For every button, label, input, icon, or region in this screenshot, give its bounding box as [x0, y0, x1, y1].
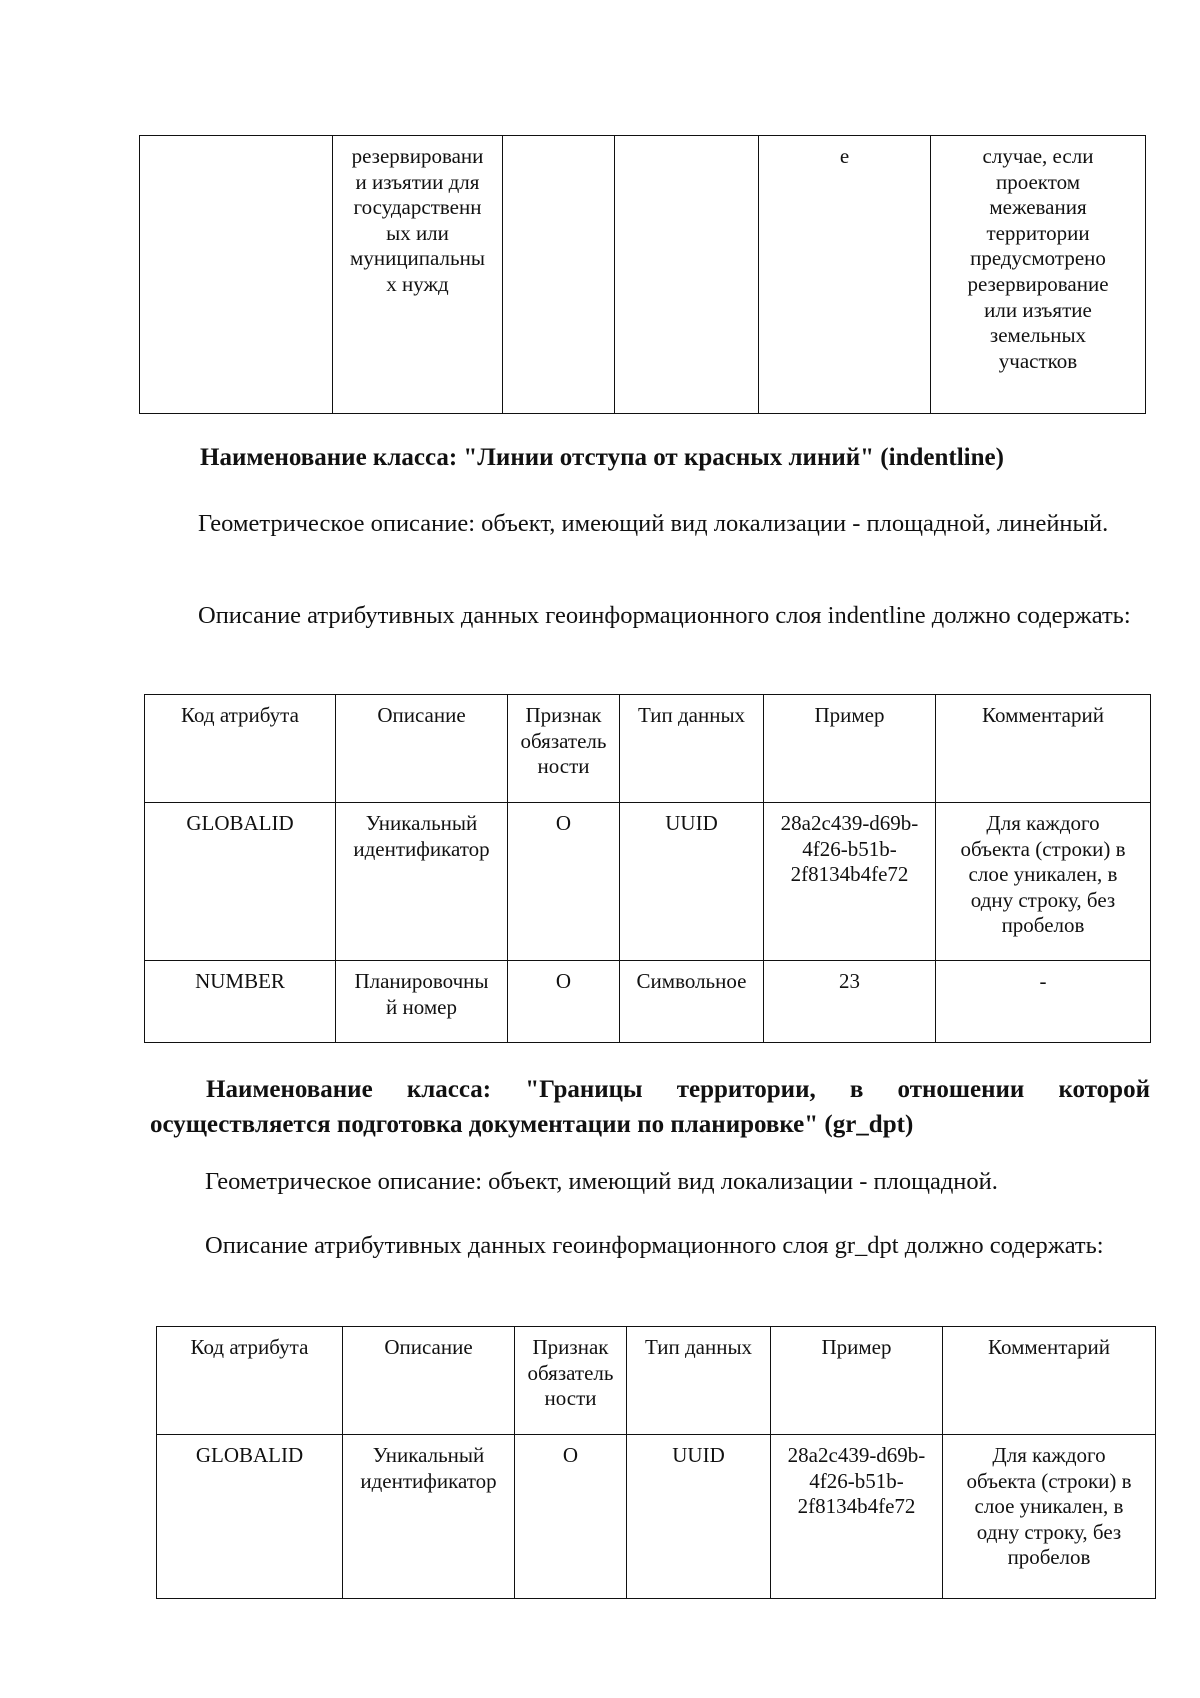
cell-line: проектом — [995, 169, 1081, 194]
cell-line: Код атрибута — [181, 703, 299, 727]
cell-line: территории — [986, 220, 1090, 245]
table-cell — [936, 961, 1151, 1043]
column-header — [627, 1327, 771, 1435]
cell-line: случае, если — [982, 144, 1094, 168]
table-cell — [336, 803, 508, 961]
cell-line: Код атрибута — [190, 1335, 309, 1359]
cell-line: Комментарий — [982, 703, 1104, 727]
cell-line: объекта (строки) в — [966, 1468, 1132, 1493]
cell-line: Уникальный — [372, 1443, 485, 1467]
cell-line: х нужд — [386, 272, 449, 297]
cell-line: Уникальный — [365, 811, 478, 835]
cell-line: и изъятии для — [355, 169, 480, 194]
continuation-table — [139, 135, 1146, 414]
cell-line: Для каждого — [986, 811, 1100, 835]
cell-line: участков — [998, 348, 1078, 373]
cell-line: О — [555, 811, 572, 835]
column-header — [508, 695, 620, 803]
table-cell — [936, 803, 1151, 961]
cell-line: й номер — [386, 994, 457, 1019]
table-cell — [508, 961, 620, 1043]
cell-line: Пример — [814, 703, 885, 727]
cell-line: 4f26-b51b- — [809, 1468, 904, 1493]
cell-line: GLOBALID — [186, 811, 294, 835]
column-header — [943, 1327, 1156, 1435]
cell-line: е — [839, 144, 850, 168]
cell-line: 28a2c439-d69b- — [780, 811, 919, 835]
table-cell — [336, 961, 508, 1043]
cell-line: - — [1039, 969, 1047, 993]
cell-line: Тип данных — [644, 1335, 753, 1359]
table-cell — [764, 803, 936, 961]
cell-line: одну строку, без — [970, 887, 1116, 912]
cell-line: обязатель — [520, 728, 607, 753]
table-cell — [764, 961, 936, 1043]
table-cell — [343, 1435, 515, 1599]
cell-line: Описание — [384, 1335, 473, 1359]
attributes-intro: Описание атрибутивных данных геоинформационного слоя gr_dpt должно содержать: — [205, 1232, 1104, 1259]
table-cell — [771, 1435, 943, 1599]
cell-line: ности — [537, 754, 590, 779]
cell-line: GLOBALID — [195, 1443, 304, 1467]
attributes-table-gr-dpt — [156, 1326, 1156, 1599]
geometry-description: Геометрическое описание: объект, имеющий вид локализации - площадной, линейный. — [198, 510, 1109, 537]
cell-line: обязатель — [527, 1360, 614, 1385]
table-cell — [931, 136, 1146, 414]
table-cell — [140, 136, 333, 414]
cell-line: государственн — [353, 195, 482, 220]
cell-line: Планировочны — [354, 969, 489, 993]
table-cell — [157, 1435, 343, 1599]
column-header — [515, 1327, 627, 1435]
column-header — [771, 1327, 943, 1435]
cell-line: 23 — [839, 969, 860, 993]
table-cell — [333, 136, 503, 414]
cell-line: NUMBER — [195, 969, 285, 993]
cell-line: муниципальны — [350, 246, 485, 271]
column-header — [764, 695, 936, 803]
cell-line: UUID — [672, 1443, 725, 1467]
table-row — [145, 803, 1151, 961]
column-header — [343, 1327, 515, 1435]
cell-line: земельных — [989, 323, 1087, 348]
cell-line: межевания — [989, 195, 1087, 220]
geometry-description: Геометрическое описание: объект, имеющий вид локализации - площадной. — [205, 1168, 998, 1195]
attributes-intro: Описание атрибутивных данных геоинформационного слоя indentline должно содержать: — [198, 602, 1131, 629]
table-row — [145, 961, 1151, 1043]
cell-line: идентификатор — [353, 836, 490, 861]
cell-line: слое уникален, в — [968, 862, 1118, 887]
table-cell — [515, 1435, 627, 1599]
cell-line: 2f8134b4fe72 — [797, 1494, 916, 1519]
cell-line: одну строку, без — [976, 1519, 1122, 1544]
cell-line: О — [562, 1443, 579, 1467]
cell-line: UUID — [665, 811, 718, 835]
section-heading: Наименование класса: "Линии отступа от красных линий" (indentline) — [200, 444, 1004, 471]
table-cell — [508, 803, 620, 961]
table-cell — [627, 1435, 771, 1599]
table-header-row — [145, 695, 1151, 803]
cell-line: Описание — [377, 703, 466, 727]
table-cell — [615, 136, 759, 414]
cell-line: Для каждого — [992, 1443, 1106, 1467]
cell-line: резервировани — [351, 144, 484, 168]
table-cell — [759, 136, 931, 414]
cell-line: 2f8134b4fe72 — [790, 862, 909, 887]
cell-line: ности — [544, 1386, 597, 1411]
cell-line: пробелов — [1001, 913, 1085, 938]
cell-line: резервирование — [967, 272, 1109, 297]
table-cell — [503, 136, 615, 414]
attributes-table-indentline — [144, 694, 1151, 1043]
cell-line: Признак — [532, 1335, 609, 1359]
table-cell — [620, 803, 764, 961]
table-cell — [620, 961, 764, 1043]
cell-line: объекта (строки) в — [960, 836, 1126, 861]
cell-line: Признак — [525, 703, 602, 727]
cell-line: Тип данных — [637, 703, 746, 727]
cell-line: Комментарий — [988, 1335, 1110, 1359]
cell-line: 28a2c439-d69b- — [787, 1443, 926, 1467]
table-cell — [943, 1435, 1156, 1599]
cell-line: Символьное — [636, 969, 747, 993]
cell-line: Пример — [821, 1335, 892, 1359]
table-row — [157, 1435, 1156, 1599]
table-row — [140, 136, 1146, 414]
cell-line: или изъятие — [984, 297, 1092, 322]
column-header — [620, 695, 764, 803]
column-header — [157, 1327, 343, 1435]
table-cell — [145, 803, 336, 961]
cell-line: О — [555, 969, 572, 993]
cell-line: пробелов — [1007, 1545, 1091, 1570]
column-header — [336, 695, 508, 803]
column-header — [145, 695, 336, 803]
table-cell — [145, 961, 336, 1043]
column-header — [936, 695, 1151, 803]
cell-line: предусмотрено — [970, 246, 1106, 271]
cell-line: ых или — [386, 220, 449, 245]
cell-line: слое уникален, в — [974, 1494, 1124, 1519]
cell-line: идентификатор — [360, 1468, 497, 1493]
section-heading: Наименование класса: "Границы территории, в отношении которой осуществляется подготовка документации по планировке" (gr_dpt) — [150, 1076, 1150, 1138]
cell-line: 4f26-b51b- — [802, 836, 897, 861]
table-header-row — [157, 1327, 1156, 1435]
